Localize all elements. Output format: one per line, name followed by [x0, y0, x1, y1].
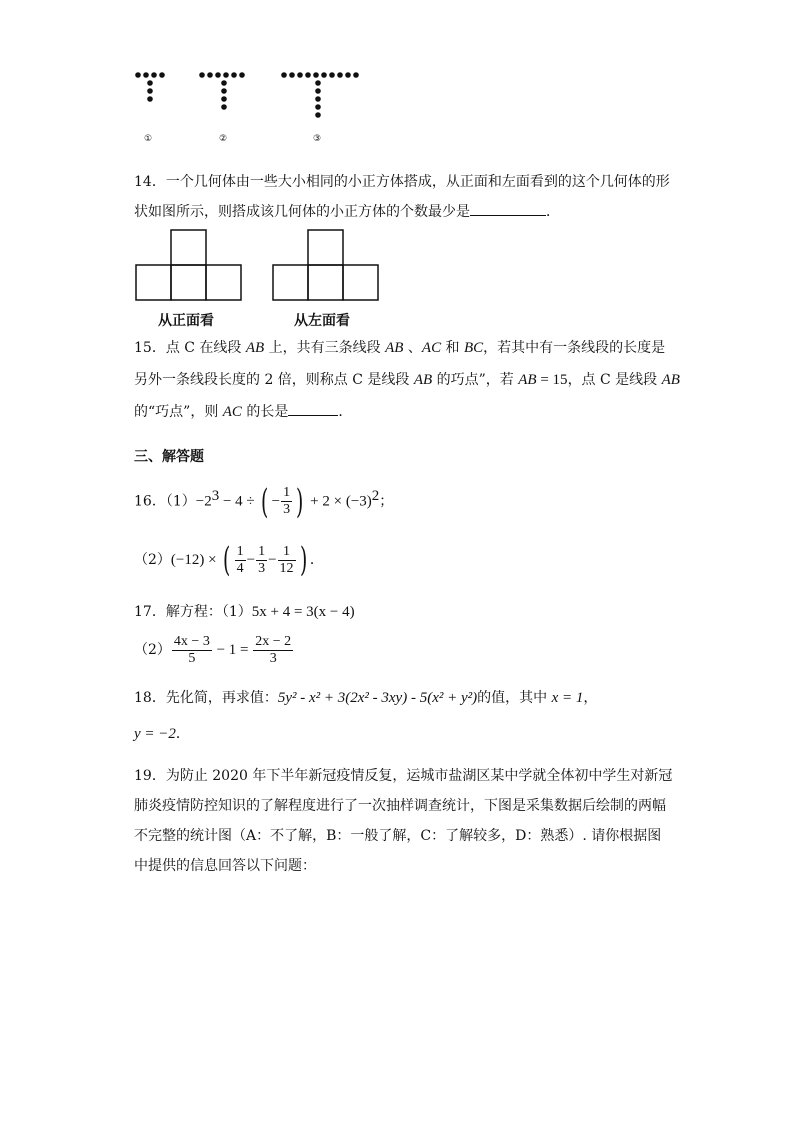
- q16-end: ．: [309, 552, 324, 568]
- q16-exp-3: 3: [211, 488, 220, 504]
- pattern-1: [135, 72, 165, 102]
- q18-line1: [134, 682, 597, 714]
- q17-f1-den: 5: [172, 650, 212, 667]
- q16-part1: [134, 476, 393, 522]
- q16-rparen-2: ): [299, 540, 307, 580]
- q16-frac-3: [278, 544, 296, 577]
- q15-text-h: ，点 C 是线段: [567, 372, 662, 388]
- q16-expr-c: + 2 × (−3): [306, 493, 372, 510]
- q17-mid: − 1 =: [212, 642, 253, 658]
- q17-f2-den: 3: [253, 650, 293, 667]
- dot-pattern-figure: [130, 66, 370, 156]
- q15-text-e: ，若其中有一条线段的长度是: [483, 340, 666, 356]
- q16-neg: −: [271, 493, 281, 510]
- q15-text-j: 的长是: [241, 404, 289, 420]
- q15-ab-3: AB: [413, 372, 433, 388]
- left-view-caption: 从左面看: [294, 313, 350, 329]
- q15-line1: [134, 332, 665, 364]
- q15-answer-blank[interactable]: [288, 401, 338, 416]
- q15-ab-1: AB: [245, 340, 265, 356]
- q16-f1-den: 4: [236, 560, 244, 576]
- q16-semi: ；: [379, 493, 394, 510]
- q17-label-2: （2）: [134, 642, 171, 658]
- q16-lparen-2: (: [223, 540, 231, 580]
- q17-part2: [134, 632, 294, 668]
- left-view: [273, 230, 378, 300]
- q18-label: 18．先化简，再求值：: [134, 690, 278, 706]
- q16-expr-b: − 4 ÷: [219, 493, 259, 510]
- q15-text-f: 另外一条线段长度的 2 倍，则称点 C 是线段: [134, 372, 414, 388]
- section-heading: 三、解答题: [134, 449, 204, 465]
- q16-exp-2: 2: [371, 488, 380, 504]
- q16-frac-num: 1: [283, 485, 291, 501]
- pattern-label-1: ①: [144, 134, 153, 144]
- q16-part2: [134, 540, 324, 580]
- q18-y: y = −2: [134, 726, 176, 742]
- q15-ac: AC: [421, 340, 442, 356]
- q15-ab-2: AB: [385, 340, 404, 356]
- q18-line2: [134, 718, 190, 750]
- q18-expr: 5y² - x² + 3(2x² - 3xy) - 5(x² + y²): [277, 690, 478, 706]
- q17-eq-1: 5x + 4 = 3(x − 4): [251, 604, 355, 620]
- q14-line1: [134, 166, 670, 198]
- pattern-3: [281, 72, 359, 118]
- q16-minus-2: −: [268, 552, 277, 568]
- pattern-label-3: ③: [313, 134, 322, 144]
- q15-text-a: 15．点 C 在线段: [134, 340, 246, 356]
- q19-line3: 不完整的统计图（A：不了解，B：一般了解，C：了解较多，D：熟悉）. 请你根据图: [134, 828, 662, 844]
- front-view-caption: 从正面看: [158, 313, 214, 329]
- q15-eq: = 15: [536, 372, 568, 388]
- q14-end: ．: [546, 204, 560, 220]
- q18-x: x = 1: [551, 690, 584, 706]
- q16-rparen: ): [296, 481, 304, 522]
- q14-answer-blank[interactable]: [470, 201, 546, 216]
- q15-ac-2: AC: [222, 404, 242, 420]
- q15-text-c: 、: [403, 340, 422, 356]
- q14-text-1: 14．一个几何体由一些大小相同的小正方体搭成，从正面和左面看到的这个几何体的形: [134, 174, 670, 190]
- q16-frac-1: [235, 544, 246, 577]
- q16-f1-num: 1: [236, 543, 244, 559]
- q14-line2: [134, 196, 560, 228]
- q17-frac-1: [172, 634, 212, 667]
- q15-line3: [134, 396, 352, 428]
- q19-line4: 中提供的信息回答以下问题：: [134, 858, 316, 874]
- q16-frac-third: [281, 485, 292, 518]
- q16-frac-2: [256, 544, 267, 577]
- front-view: [136, 230, 241, 300]
- pattern-2: [199, 72, 245, 110]
- q16-f3-den: 12: [279, 560, 294, 576]
- q15-text-b: 上，共有三条线段: [264, 340, 386, 356]
- q17-frac-2: [253, 634, 293, 667]
- q16-frac-den: 3: [283, 502, 291, 518]
- pattern-label-2: ②: [219, 134, 228, 144]
- q16-label-1: 16．（1）: [134, 493, 196, 510]
- q17-f1-num: 4x − 3: [173, 633, 210, 649]
- q15-ab-5: AB: [661, 372, 680, 388]
- cube-views-figure: [134, 228, 384, 304]
- q18-end: ．: [175, 726, 190, 742]
- q16-f3-num: 1: [283, 543, 291, 559]
- q15-text-i: 的“巧点”，则: [134, 404, 223, 420]
- q18-comma: ，: [583, 690, 598, 706]
- q15-ab-4: AB: [518, 372, 537, 388]
- q15-text-g: 的巧点”，若: [432, 372, 519, 388]
- q19-line1: 19．为防止 2020 年下半年新冠疫情反复，运城市盐湖区某中学就全体初中学生对新冠: [134, 768, 673, 784]
- q15-text-d: 和: [441, 340, 464, 356]
- q17-label-1: 17．解方程：（1）: [134, 604, 252, 620]
- q17-part1: [134, 596, 355, 628]
- q15-bc: BC: [463, 340, 484, 356]
- q14-text-2: 状如图所示，则搭成该几何体的小正方体的个数最少是: [134, 204, 470, 220]
- q15-end: ．: [338, 404, 353, 420]
- q16-f2-den: 3: [258, 560, 266, 576]
- q16-label-2: （2）: [134, 552, 171, 568]
- q16-expr-2a: (−12) ×: [170, 552, 221, 568]
- q16-expr-a: −2: [195, 493, 212, 510]
- q16-f2-num: 1: [258, 543, 266, 559]
- q15-line2: [134, 364, 680, 396]
- q18-tail: 的值，其中: [477, 690, 552, 706]
- q19-line2: 肺炎疫情防控知识的了解程度进行了一次抽样调查统计，下图是采集数据后绘制的两幅: [134, 798, 666, 814]
- q16-minus-1: −: [246, 552, 256, 568]
- q17-f2-num: 2x − 2: [255, 633, 292, 649]
- q16-lparen: (: [261, 481, 269, 522]
